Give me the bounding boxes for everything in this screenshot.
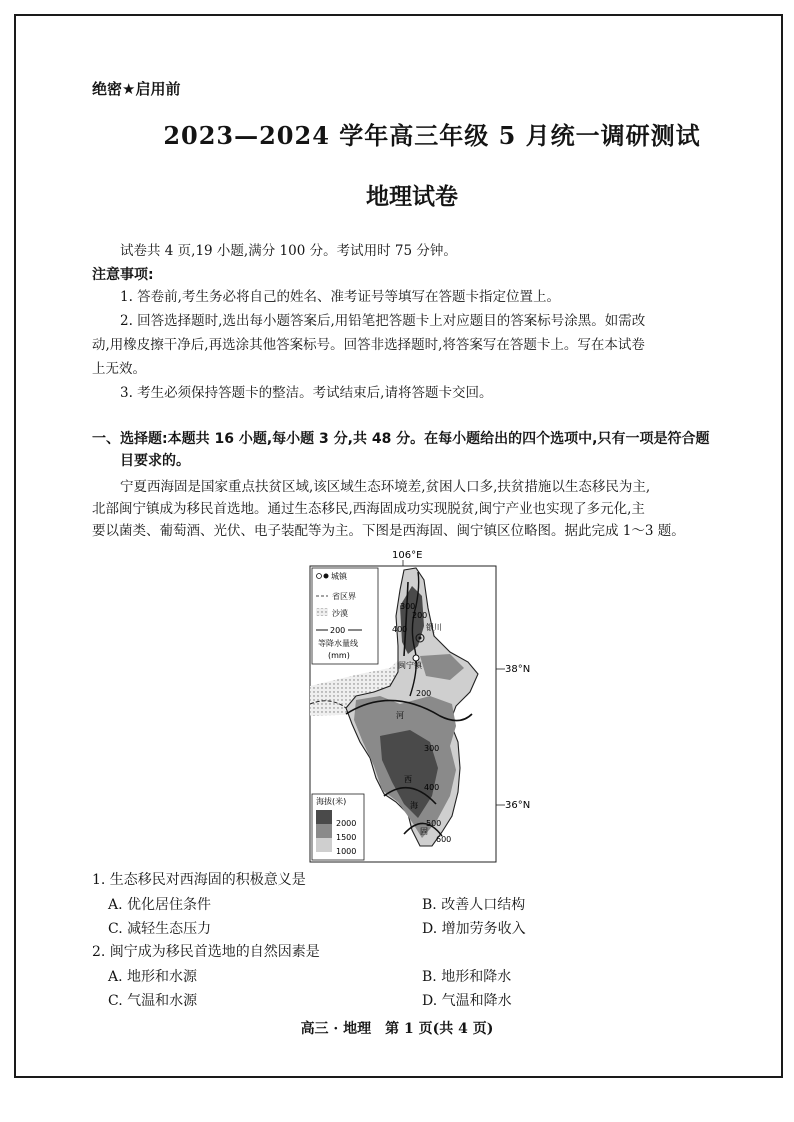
question-option: A. 地形和水源 bbox=[108, 969, 198, 985]
isohyet-value: 400 bbox=[424, 783, 440, 792]
latitude-label-top: 38°N bbox=[505, 664, 531, 675]
passage-line: 宁夏西海固是国家重点扶贫区域,该区域生态环境差,贫困人口多,扶贫措施以生态移民为主, bbox=[120, 479, 651, 495]
label-he: 河 bbox=[396, 711, 404, 720]
confidential-mark: 绝密★启用前 bbox=[92, 80, 181, 98]
label-yinchuan: 银川 bbox=[426, 623, 442, 632]
question-option: A. 优化居住条件 bbox=[108, 897, 212, 913]
question-option: C. 气温和水源 bbox=[108, 993, 198, 1009]
label-hai: 海 bbox=[410, 801, 418, 810]
passage-line: 北部闽宁镇成为移民首选地。通过生态移民,西海固成功实现脱贫,闽宁产业也实现了多元化,主 bbox=[92, 501, 645, 517]
note-item: 2. 回答选择题时,选出每小题答案后,用铅笔把答题卡上对应题目的答案标号涂黑。如需改 bbox=[120, 313, 646, 329]
page-footer: 高三 · 地理 第 1 页(共 4 页) bbox=[300, 1021, 494, 1037]
isohyet-value: 300 bbox=[424, 744, 440, 753]
longitude-label: 106°E bbox=[392, 550, 423, 561]
latitude-label-bottom: 36°N bbox=[505, 800, 531, 811]
note-item: 上无效。 bbox=[92, 361, 146, 377]
legend-isohyet-value: 200 bbox=[330, 626, 346, 635]
elevation-legend-title: 海拔(米) bbox=[316, 797, 347, 806]
legend-desert: 沙漠 bbox=[332, 609, 348, 618]
legend-isohyet-unit: (mm) bbox=[328, 651, 350, 660]
legend-boundary: 省区界 bbox=[332, 592, 356, 601]
note-item: 1. 答卷前,考生务必将自己的姓名、准考证号等填写在答题卡指定位置上。 bbox=[120, 289, 560, 305]
legend-town: 城镇 bbox=[331, 572, 347, 581]
exam-title: 2023—2024 学年高三年级 5 月统一调研测试 bbox=[163, 121, 701, 150]
legend-isohyet: 等降水量线 bbox=[318, 639, 358, 648]
section-heading-line: 一、选择题:本题共 16 小题,每小题 3 分,共 48 分。在每小题给出的四个选项中,只有一项是符合题 bbox=[92, 431, 710, 447]
elevation-level: 1500 bbox=[336, 833, 357, 842]
section-heading bbox=[92, 428, 760, 472]
label-gu: 固 bbox=[420, 827, 428, 836]
legend-desert-icon bbox=[316, 608, 328, 616]
question-option: D. 增加劳务收入 bbox=[422, 921, 526, 937]
isohyet-value: 500 bbox=[426, 819, 442, 828]
elevation-level: 1000 bbox=[336, 847, 357, 856]
question-option: B. 改善人口结构 bbox=[422, 897, 526, 913]
note-item: 3. 考生必须保持答题卡的整洁。考试结束后,请将答题卡交回。 bbox=[120, 385, 493, 401]
question-stem: 1. 生态移民对西海固的积极意义是 bbox=[92, 872, 306, 888]
passage-line: 要以菌类、葡萄酒、光伏、电子装配等为主。下图是西海固、闽宁镇区位略图。据此完成 1～3 题。 bbox=[92, 523, 685, 539]
exam-intro: 试卷共 4 页,19 小题,满分 100 分。考试用时 75 分钟。 bbox=[120, 243, 457, 259]
question-option: B. 地形和降水 bbox=[422, 969, 512, 985]
section-heading-line: 目要求的。 bbox=[120, 453, 190, 469]
town-yinchuan-dot bbox=[419, 637, 422, 640]
exam-subtitle: 地理试卷 bbox=[366, 183, 458, 210]
notes-heading: 注意事项: bbox=[92, 267, 154, 283]
elevation-swatch bbox=[316, 810, 332, 824]
isohyet-value: 600 bbox=[436, 835, 452, 844]
isohyet-value: 200 bbox=[412, 611, 428, 620]
location-map bbox=[300, 546, 540, 864]
question-stem: 2. 闽宁成为移民首选地的自然因素是 bbox=[92, 944, 320, 960]
question-option: C. 减轻生态压力 bbox=[108, 921, 212, 937]
isohyet-value: 300 bbox=[400, 602, 416, 611]
question-option: D. 气温和降水 bbox=[422, 993, 512, 1009]
note-item: 动,用橡皮擦干净后,再选涂其他答案标号。回答非选择题时,将答案写在答题卡上。写在本试卷 bbox=[92, 337, 645, 353]
isohyet-value: 200 bbox=[416, 689, 432, 698]
elevation-swatch bbox=[316, 838, 332, 852]
legend-town-icon bbox=[324, 574, 329, 579]
elevation-swatch bbox=[316, 824, 332, 838]
label-minning: 闽宁镇 bbox=[398, 661, 422, 670]
isohyet-value: 400 bbox=[392, 625, 408, 634]
elevation-level: 2000 bbox=[336, 819, 357, 828]
label-xi: 西 bbox=[404, 775, 412, 784]
